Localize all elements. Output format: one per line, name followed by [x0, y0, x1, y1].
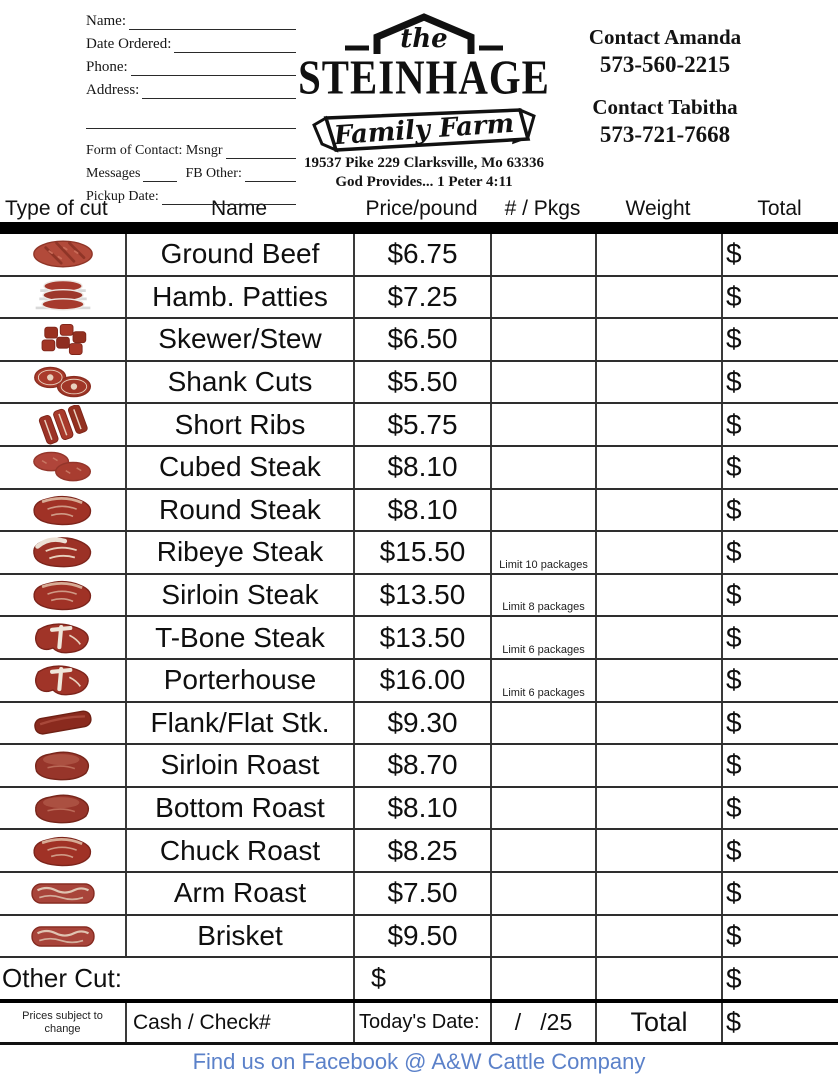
- table-row: [0, 745, 838, 788]
- total-cell: [721, 362, 838, 403]
- hamb-patties-image: [0, 277, 125, 318]
- t-bone-steak-image: [0, 617, 125, 658]
- cut-price: $5.50: [353, 362, 490, 403]
- form-of-contact-label: Form of Contact: Msngr: [86, 143, 223, 158]
- other-cut-total-cell: [721, 958, 838, 999]
- form-header: [0, 0, 838, 204]
- total-cell: [721, 617, 838, 658]
- pkgs-cell: [490, 788, 595, 829]
- cut-name: Sirloin Roast: [125, 745, 353, 786]
- header-type-of-cut: Type of cut: [5, 197, 108, 220]
- table-row: [0, 447, 838, 490]
- pkgs-cell: [490, 575, 595, 616]
- phone-label: Phone:: [86, 59, 128, 75]
- form-of-contact-field: [86, 137, 296, 159]
- cut-name: Ground Beef: [125, 234, 353, 275]
- cut-price: $7.25: [353, 277, 490, 318]
- cut-name: T-Bone Steak: [125, 617, 353, 658]
- bottom-roast-image: [0, 788, 125, 829]
- weight-cell: [595, 745, 721, 786]
- table-row: [0, 490, 838, 533]
- facebook-footer: Find us on Facebook @ A&W Cattle Company: [192, 1049, 646, 1075]
- dollar-sign: $: [726, 962, 742, 994]
- weight-cell: [595, 490, 721, 531]
- total-cell: [721, 916, 838, 957]
- table-row: [0, 788, 838, 831]
- cut-price: $8.70: [353, 745, 490, 786]
- cut-name: Cubed Steak: [125, 447, 353, 488]
- dollar-sign: $: [726, 493, 742, 525]
- total-cell: [721, 319, 838, 360]
- other-cut-weight-cell: [595, 958, 721, 999]
- pkgs-cell: [490, 447, 595, 488]
- cut-price: $8.10: [353, 788, 490, 829]
- logo-banner: [296, 106, 552, 154]
- address-blank-line-2: [86, 113, 296, 129]
- cut-price: $16.00: [353, 660, 490, 701]
- dollar-sign: $: [726, 408, 742, 440]
- cut-name: Shank Cuts: [125, 362, 353, 403]
- total-cell: [721, 745, 838, 786]
- other-cut-label: Other Cut:: [2, 963, 122, 994]
- scripture-verse: God Provides... 1 Peter 4:11: [335, 174, 513, 190]
- cut-name: Porterhouse: [125, 660, 353, 701]
- weight-cell: [595, 575, 721, 616]
- farm-address: 19537 Pike 229 Clarksville, Mo 63336: [304, 155, 544, 171]
- cut-name: Bottom Roast: [125, 788, 353, 829]
- arm-roast-image: [0, 873, 125, 914]
- logo-tagline-text: Family Farm: [332, 108, 516, 152]
- table-row: [0, 404, 838, 447]
- phone-blank-line: [131, 60, 296, 76]
- total-cell: [721, 830, 838, 871]
- header-weight: Weight: [625, 197, 691, 220]
- cut-name: Skewer/Stew: [125, 319, 353, 360]
- header-price-per-pound: Price/pound: [365, 197, 478, 220]
- table-row: [0, 362, 838, 405]
- pkgs-cell: [490, 234, 595, 275]
- dollar-sign: $: [726, 877, 742, 909]
- other-cut-pkgs-cell: [490, 958, 595, 999]
- porterhouse-image: [0, 660, 125, 701]
- cut-name: Flank/Flat Stk.: [125, 703, 353, 744]
- skewer-stew-image: [0, 319, 125, 360]
- dollar-sign: $: [726, 280, 742, 312]
- total-cell: [721, 490, 838, 531]
- messages-label: Messages: [86, 166, 141, 181]
- cut-price: $5.75: [353, 404, 490, 445]
- dollar-sign: $: [726, 621, 742, 653]
- dollar-sign: $: [726, 1007, 742, 1038]
- contact-phone: 573-721-7668: [599, 122, 731, 147]
- customer-info-block: [86, 8, 296, 206]
- payment-method-cell: Cash / Check#: [125, 1003, 353, 1042]
- cut-name: Chuck Roast: [125, 830, 353, 871]
- contact-tabitha: [540, 94, 790, 149]
- cut-name: Arm Roast: [125, 873, 353, 914]
- farm-logo: [296, 10, 552, 192]
- weight-cell: [595, 319, 721, 360]
- total-cell: [721, 873, 838, 914]
- address-label: Address:: [86, 82, 140, 98]
- name-field: [86, 8, 296, 30]
- limit-note: Limit 8 packages: [502, 601, 585, 614]
- round-steak-image: [0, 490, 125, 531]
- header-name: Name: [210, 197, 268, 220]
- ground-beef-image: [0, 234, 125, 275]
- table-row: [0, 916, 838, 959]
- table-row: [0, 617, 838, 660]
- cut-name: Hamb. Patties: [125, 277, 353, 318]
- weight-cell: [595, 660, 721, 701]
- fb-other-label: FB Other:: [185, 166, 242, 181]
- messages-blank-line: [143, 166, 177, 182]
- date-ordered-label: Date Ordered:: [86, 36, 172, 52]
- dollar-sign: $: [726, 919, 742, 951]
- pkgs-cell: [490, 277, 595, 318]
- total-cell: [721, 532, 838, 573]
- fb-other-blank-line: [245, 166, 296, 182]
- total-cell: [721, 234, 838, 275]
- total-cell: [721, 703, 838, 744]
- dollar-sign: $: [726, 366, 742, 398]
- other-cut-row: [0, 958, 838, 1003]
- pkgs-cell: [490, 745, 595, 786]
- dollar-sign: $: [726, 451, 742, 483]
- address-field-line-2: [86, 107, 296, 129]
- table-row: [0, 830, 838, 873]
- table-row: [0, 660, 838, 703]
- pkgs-cell: [490, 873, 595, 914]
- dollar-sign: $: [726, 706, 742, 738]
- dollar-sign: $: [726, 579, 742, 611]
- table-row: [0, 532, 838, 575]
- shank-cuts-image: [0, 362, 125, 403]
- contact-phone: 573-560-2215: [599, 52, 731, 77]
- pkgs-cell: [490, 617, 595, 658]
- pkgs-cell: [490, 830, 595, 871]
- dollar-sign: $: [726, 323, 742, 355]
- weight-cell: [595, 404, 721, 445]
- cuts-table-body: [0, 234, 838, 958]
- dollar-sign: $: [726, 238, 742, 270]
- cut-name: Round Steak: [125, 490, 353, 531]
- cut-price: $9.30: [353, 703, 490, 744]
- cut-name: Brisket: [125, 916, 353, 957]
- weight-cell: [595, 916, 721, 957]
- pkgs-cell: [490, 532, 595, 573]
- pkgs-cell: [490, 703, 595, 744]
- short-ribs-image: [0, 404, 125, 445]
- cubed-steak-image: [0, 447, 125, 488]
- todays-date-label: Today's Date:: [353, 1003, 490, 1042]
- dollar-sign: $: [726, 536, 742, 568]
- weight-cell: [595, 873, 721, 914]
- total-cell: [721, 447, 838, 488]
- cut-price: $15.50: [353, 532, 490, 573]
- dollar-sign: $: [371, 963, 387, 994]
- logo-farm-name: STEINHAGE: [298, 49, 550, 105]
- cut-price: $7.50: [353, 873, 490, 914]
- limit-note: Limit 6 packages: [502, 643, 585, 656]
- contact-info-block: [540, 24, 790, 149]
- todays-date-value: / /25: [490, 1003, 595, 1042]
- ribeye-steak-image: [0, 532, 125, 573]
- table-row: [0, 277, 838, 320]
- header-num-pkgs: # / Pkgs: [504, 197, 581, 220]
- header-total: Total: [757, 197, 802, 220]
- dollar-sign: $: [726, 664, 742, 696]
- brisket-image: [0, 916, 125, 957]
- header-divider-bar: [0, 222, 838, 234]
- weight-cell: [595, 362, 721, 403]
- weight-cell: [595, 830, 721, 871]
- other-cut-price-cell: [353, 958, 490, 999]
- logo-the-text: the: [400, 24, 448, 54]
- cut-price: $8.10: [353, 447, 490, 488]
- weight-cell: [595, 788, 721, 829]
- total-cell: [721, 788, 838, 829]
- weight-cell: [595, 703, 721, 744]
- table-row: [0, 319, 838, 362]
- dollar-sign: $: [726, 792, 742, 824]
- pkgs-cell: [490, 362, 595, 403]
- total-cell: [721, 277, 838, 318]
- cut-name: Sirloin Steak: [125, 575, 353, 616]
- cut-price: $13.50: [353, 575, 490, 616]
- name-label: Name:: [86, 13, 126, 29]
- contact-amanda: [540, 24, 790, 79]
- name-blank-line: [129, 14, 296, 30]
- weight-cell: [595, 447, 721, 488]
- grand-total-cell: [721, 1003, 838, 1042]
- cut-price: $8.25: [353, 830, 490, 871]
- cut-name: Ribeye Steak: [125, 532, 353, 573]
- dollar-sign: $: [726, 749, 742, 781]
- table-row: [0, 234, 838, 277]
- grand-total-label: Total: [595, 1003, 721, 1042]
- summary-row: [0, 1003, 838, 1045]
- phone-field: [86, 54, 296, 76]
- messages-field: [86, 160, 296, 182]
- cut-price: $13.50: [353, 617, 490, 658]
- pkgs-cell: [490, 916, 595, 957]
- total-cell: [721, 660, 838, 701]
- sirloin-roast-image: [0, 745, 125, 786]
- pkgs-cell: [490, 660, 595, 701]
- table-row: [0, 873, 838, 916]
- pickup-date-blank-line: [162, 189, 296, 205]
- cut-price: $6.50: [353, 319, 490, 360]
- chuck-roast-image: [0, 830, 125, 871]
- limit-note: Limit 10 packages: [499, 558, 588, 571]
- weight-cell: [595, 617, 721, 658]
- sirloin-steak-image: [0, 575, 125, 616]
- pickup-date-field: [86, 183, 296, 205]
- total-cell: [721, 404, 838, 445]
- pkgs-cell: [490, 404, 595, 445]
- table-row: [0, 575, 838, 618]
- table-row: [0, 703, 838, 746]
- weight-cell: [595, 234, 721, 275]
- address-blank-line: [142, 83, 296, 99]
- weight-cell: [595, 277, 721, 318]
- pickup-date-label: Pickup Date:: [86, 189, 159, 204]
- form-of-contact-blank-line: [226, 143, 297, 159]
- date-ordered-field: [86, 31, 296, 53]
- cut-price: $9.50: [353, 916, 490, 957]
- dollar-sign: $: [726, 834, 742, 866]
- address-field: [86, 77, 296, 99]
- date-ordered-blank-line: [174, 37, 296, 53]
- prices-note: Prices subject to change: [22, 1009, 103, 1035]
- cut-price: $8.10: [353, 490, 490, 531]
- contact-name: Contact Amanda: [588, 25, 742, 49]
- contact-name: Contact Tabitha: [592, 95, 738, 119]
- pkgs-cell: [490, 319, 595, 360]
- cut-name: Short Ribs: [125, 404, 353, 445]
- pkgs-cell: [490, 490, 595, 531]
- limit-note: Limit 6 packages: [502, 686, 585, 699]
- flank-flat-steak-image: [0, 703, 125, 744]
- total-cell: [721, 575, 838, 616]
- cut-price: $6.75: [353, 234, 490, 275]
- weight-cell: [595, 532, 721, 573]
